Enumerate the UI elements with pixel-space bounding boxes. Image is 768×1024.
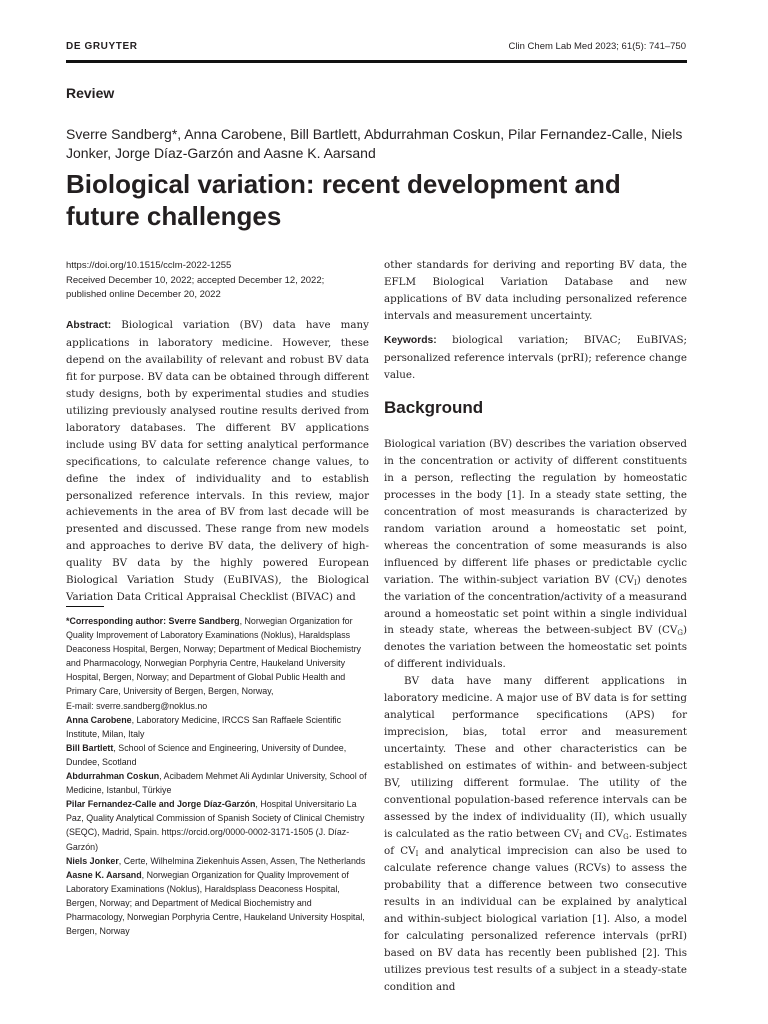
- keywords-label: Keywords:: [384, 335, 437, 346]
- footnote-item: *Corresponding author: Sverre Sandberg, Norwegian Organization for Quality Improvement of Laboratory Examinations (Noklus), Haraldsplass Deaconess Hospital, Bergen, Norway; Department of Medical Biochemistry and Pharmacology, Norwegian Porphyria Centre, Haukeland University Hospital, Bergen, Norway; and Department of Global Public Health and Primary Care, University of Bergen, Bergen, Norway,: [66, 616, 361, 697]
- article-meta: [66, 259, 376, 303]
- abstract-continuation: other standards for deriving and reporting BV data, the EFLM Biological Variation Database and new applications of BV data including personalized reference intervals and measurement uncertainty.: [384, 259, 687, 322]
- background-paragraph-1: Biological variation (BV) describes the variation observed in the concentration or activity of different constituents in a person, reflecting the regulation by homeostatic processes in the body [1]. In a steady state setting, the concentration of most measurands is characterized by random variation around a homeostatic set point, whereas the concentration of some measurands is also influenced by different life phases or predictable cyclic variation. The within-subject variation BV $(CV_I)$ denotes the variation of the concentration/activity of a measurand around a homeostatic set point within a single individual in steady state, whereas the between-subject BV $(CV_G)$ denotes the variation between the homeostatic set points of different individuals.: [384, 438, 687, 671]
- footnote-item: Niels Jonker, Certe, Wilhelmina Ziekenhuis Assen, Assen, The Netherlands: [66, 855, 366, 866]
- footnote-email: E-mail: sverre.sandberg@noklus.no: [66, 700, 208, 711]
- footnote-item: Bill Bartlett, School of Science and Engineering, University of Dundee, Dundee, Scotland: [66, 742, 347, 767]
- doi-link[interactable]: https://doi.org/10.1515/cclm-2022-1255: [66, 260, 232, 271]
- background-section: [384, 436, 687, 995]
- abstract-label: Abstract:: [66, 320, 112, 331]
- article-title: Biological variation: recent development and future challenges: [66, 169, 621, 231]
- article-type: Review: [66, 85, 115, 101]
- footnote-item: Pilar Fernandez-Calle and Jorge Díaz-Garzón, Hospital Universitario La Paz, Quality Analytical Commission of Spanish Society of Clinical Chemistry (SEQC), Madrid, Spain. https://orcid.org/0000-0002-3171-1505 (J. Díaz-Garzón): [66, 799, 365, 852]
- abstract: [66, 317, 369, 606]
- journal-citation: Clin Chem Lab Med 2023; 61(5): 741–750: [508, 41, 686, 52]
- footnote-item: Aasne K. Aarsand, Norwegian Organization for Quality Improvement of Laboratory Examinations (Noklus), Haraldsplass Deaconess Hospital, Bergen, Norway; and Department of Medical Biochemistry and Pharmacology, Norwegian Porphyria Centre, Haukeland University Hospital, Bergen, Norway: [66, 869, 365, 937]
- abstract-text: Biological variation (BV) data have many applications in laboratory medicine. However, these depend on the availability of relevant and robust BV data fit for purpose. BV data can be obtained through different study designs, both by experimental studies and studies utilizing previously analysed routine results derived from laboratory databases. The different BV applications include using BV data for setting analytical performance specifications, to calculate reference change values, to define the index of individuality and to establish personalized reference intervals. In this review, major achievements in the area of BV from last decade will be presented and discussed. These range from new models and approaches to derive BV data, the delivery of high-quality BV data by the highly powered European Biological Variation Study (EuBIVAS), the Biological Variation Data Critical Appraisal Checklist (BIVAC) and: [66, 319, 369, 604]
- footnote-rule: [66, 606, 104, 607]
- published-date: published online December 20, 2022: [66, 289, 221, 300]
- footnote-item: Abdurrahman Coskun, Acibadem Mehmet Ali Aydınlar University, School of Medicine, Istanbul, Türkiye: [66, 771, 367, 796]
- header-rule: [66, 60, 687, 63]
- footnote-item: Anna Carobene, Laboratory Medicine, IRCCS San Raffaele Scientific Institute, Milan, Italy: [66, 714, 342, 739]
- section-heading-background: Background: [384, 398, 484, 417]
- received-date: Received December 10, 2022; accepted December 12, 2022;: [66, 274, 325, 286]
- keywords: [384, 332, 687, 384]
- author-affiliations: [66, 614, 372, 938]
- keywords-text: biological variation; BIVAC; EuBIVAS; personalized reference intervals (prRI); reference change value.: [384, 334, 687, 381]
- author-list: Sverre Sandberg*, Anna Carobene, Bill Bartlett, Abdurrahman Coskun, Pilar Fernandez-Calle, Niels Jonker, Jorge Díaz-Garzón and Aasne K. Aarsand: [66, 126, 683, 161]
- background-paragraph-2: BV data have many different applications in laboratory medicine. A major use of BV data is for setting analytical performance specifications (APS) for imprecision, bias, total error and measurement uncertainty. These and other characteristics can be established on estimates of within- and between-subject BV, utilizing different formulae. The utility of the conventional population-based reference intervals can be assessed by the index of individuality (II), which usually is calculated as the ratio between $CV_I$ and $CV_G$. Estimates of $CV_I$ and analytical imprecision can also be used to calculate reference change values (RCVs) to assess the probability that a difference between two consecutive results in an individual can be explained by analytical and within-subject biological variation [1]. Also, a model for calculating personalized reference intervals (prRI) based on BV data has recently been published [2]. This utilizes previous test results of a subject in a steady-state condition and: [384, 675, 687, 993]
- publisher-logo: DE GRUYTER: [66, 41, 138, 52]
